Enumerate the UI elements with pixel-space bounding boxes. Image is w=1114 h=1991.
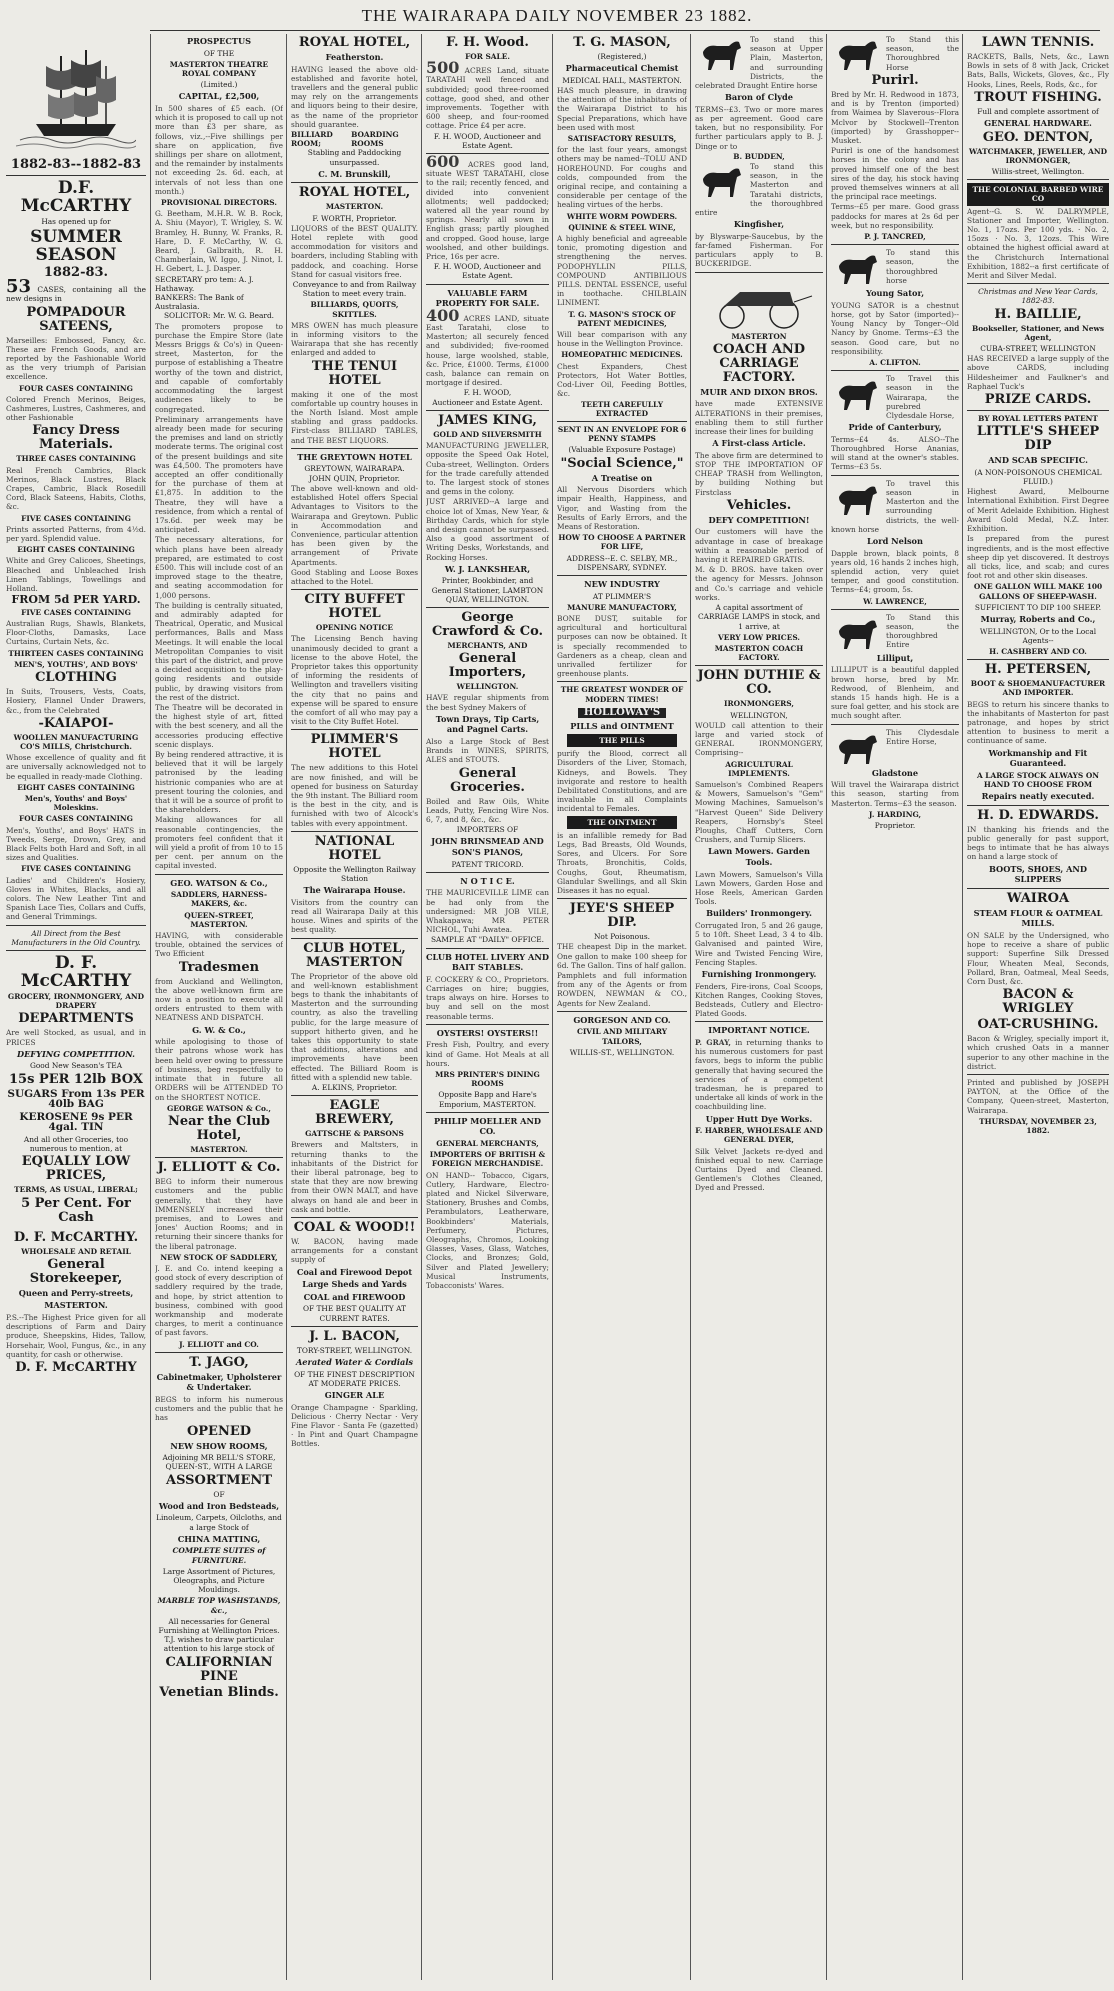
summer-season-title: SUMMER SEASON	[30, 227, 122, 266]
column-3: ROYAL HOTEL, Featherston. HAVING leased the above old-established and favorite hotel, travellers and the general public may rely on the arrangements and liquors being to their desire, as the name of the proprietor should guarantee. BILLIARD ROOM; BOARDING ROOMS Stabling and Paddocking unsurpassed. C. M. Brunskill, ROYAL HOTEL, MASTERTON. F. WORTH, Proprietor. LIQUORS of the BEST QUALITY. Hotel replete with good accommodation for visitors and boarders, including Stabling with paddock, and coaching. Horse Stand for casual visitors free. Conveyance to and from Railway Station to meet every train. BILLIARDS, QUOITS, SKITTLES. MRS OWEN has much pleasure in informing visitors to the Wairarapa that she has recently enlarged and added to THE TENUI HOTEL making it one of the most comfortable up country houses in the North Island. Most ample stabling and grass paddocks. First-class BILLIARD TABLES, and THE BEST LIQUORS. THE GREYTOWN HOTEL GREYTOWN, WAIRARAPA. JOHN QUIN, Proprietor. The above well-known and old-established Hotel offers Special Advantages to Visitors to the Wairarapa and Greytown. Public in Accommodation and Convenience, particular attention has been given by the arrangement of Private Apartments. Good Stabling and Loose Boxes attached to the Hotel. CITY BUFFET HOTEL OPENING NOTICE The Licensing Bench having unanimously decided to grant a license to the above Hotel, the Proprietor takes this opportunity of informing the residents of Wellington and travellers visiting the city that no pains and expense will be spared to ensure the comfort of all who may pay a visit to the City Buffet Hotel. PLIMMER'S HOTEL The new additions to this Hotel are now finished, and will be opened for business on Saturday the 9th instant. The Billiard room is the best in the city, and is furnished with two of Alcock's tables with every appointment. NATIONAL HOTEL Opposite the Wellington Railway Station The Wairarapa House. Visitors from the country can read all Wairarapa Daily at this house. Wines and spirits of the best quality. CLUB HOTEL, MASTERTON The Proprietor of the above old and well-known establishment begs to thank the inhabitants of Masterton and the surrounding country, as also the travelling public, for the large measure of support hitherto given, and he takes this opportunity to state that additions, alterations and improvements have been effected. The Billiard Room is fitted with a splendid new table. A. ELKINS, Proprietor. EAGLE BREWERY, GATTSCHE & PARSONS Brewers and Maltsters, in returning thanks to the inhabitants of the District for their liberal patronage, beg to state that they are now brewing from their OWN MALT, and have always on hand ale and beer in cask and bottle. COAL & WOOD!! W. BACON, having made arrangements for a constant supply of Coal and Firewood Depot Large Sheds and Yards COAL and FIREWOOD OF THE BEST QUALITY AT CURRENT RATES. J. L. BACON, TORY-STREET, WELLINGTON. Aerated Water & Cordials OF THE FINEST DESCRIPTION AT MODERATE PRICES. GINGER ALE Orange Champagne · Sparkling, Delicious · Cherry Nectar · Very Fine Flavor · Santa Fe (gazetted) · In Pint and Quart Champagne Bottles.	[291, 35, 418, 1449]
horse-engraving-icon	[831, 479, 883, 519]
column-2: PROSPECTUS OF THE MASTERTON THEATRE ROYAL COMPANY (Limited.) CAPITAL, £2,500, In 500 shares of £5 each. (Of which it is proposed to call up not more than £3 per share, as follows, viz.,--Five shillings per share on application, five shillings per share on allotment, and the remainder by instalments not exceeding 2s. 6d. each, at intervals of not less than one month.) PROVISIONAL DIRECTORS. G. Beetham, M.H.R. W. B. Rock, A. Shiu (Mayor), T. Wrigley, S. W. Bramley, H. Bunny, W. Franks, R. Hare, D. F. McCarthy, W. G. Beard, J. Galbraith, R. H. Chamberlain, W. Iggo, J. Ninot, I. H. Gebert, L. J. Dasper. SECRETARY pro tem: A. J. Hathaway. BANKERS: The Bank of Australasia. SOLICITOR: Mr. W. G. Beard. The promoters propose to purchase the Empire Store (late Messrs Briggs & Co's) in Queen-street, Masterton, for the purpose of establishing a Theatre worthy of the town and district, and capable of comfortably accommodating the largest audiences likely to be congregated. Preliminary arrangements have already been made for securing the premises and land on strictly moderate terms. The original cost of the present buildings and site was £4,500. The promoters have accepted an offer conditionally for the purchase of them at £1,875. In addition to the Theatre, they will have a residence, from which a rental of 17s.6d. per week may be anticipated. The necessary alterations, for which plans have been already prepared, are estimated to cost £500. This will include cost of an improved stage to the theatre, and seating accommodation for 1,000 persons. The building is centrally situated, and admirably adapted for Theatrical, Operatic, and Musical performances, Balls and Mass Meetings. It will enable the local Metropolitan Companies to visit this part of the district, and prove a decided acquisition to the play-going residents and outside public, by drawing visitors from the rest of the district. The Theatre will be decorated in the highest style of art, fitted with the best scenery, and all the accessories producing effective scenic displays. By being rendered attractive, it is believed that it will be largely patronised by the leading histrionic companies who are at present touring the colonies, and that it will be a source of profit to the shareholders. Making allowances for all reasonable contingencies, the promoters feel confident that it will yield a profit of from 10 to 15 per cent. per annum on the capital invested. GEO. WATSON & Co., SADDLERS, HARNESS-MAKERS, &c. QUEEN-STREET, MASTERTON. HAVING, with considerable trouble, obtained the services of Two Efficient Tradesmen from Auckland and Wellington, the above well-known firm are now in a position to execute all orders entrusted to them with NEATNESS AND DISPATCH. G. W. & Co., while apologising to those of their patrons whose work has been held over owing to pressure of business, beg respectfully to intimate that in future all ORDERS will be ATTENDED TO on the SHORTEST NOTICE. GEORGE WATSON & Co., Near the Club Hotel, MASTERTON. J. ELLIOTT & Co. BEG to inform their numerous customers and the public generally, that they have IMMENSELY increased their premises, and to Lowes and Jones' Auction Rooms; and in returning their sincere thanks for the liberal patronage. NEW STOCK OF SADDLERY, J. E. and Co. intend keeping a good stock of every description of saddlery required by the trade, and hope, by strict attention to business, combined with good workmanship and moderate charges, to merit a continuance of past favors. J. ELLIOTT and CO. T. JAGO, Cabinetmaker, Upholsterer & Undertaker. BEGS to inform his numerous customers and the public that he has OPENED NEW SHOW ROOMS, Adjoining MR BELL'S STORE, QUEEN-ST., WITH A LARGE ASSORTMENT OF Wood and Iron Bedsteads, Linoleum, Carpets, Oilcloths, and a large Stock of CHINA MATTING, COMPLETE SUITES of FURNITURE. Large Assortment of Pictures, Oleographs, and Picture Mouldings. MARBLE TOP WASHSTANDS, &c., All necessaries for General Furnishing at Wellington Prices. T.J. wishes to draw particular attention to his large stock of CALIFORNIAN PINE Venetian Blinds.	[155, 36, 283, 1700]
column-divider	[421, 34, 422, 1980]
horse-engraving-icon	[831, 374, 883, 414]
masthead-rule	[150, 30, 1100, 31]
horse-engraving-icon	[831, 34, 883, 74]
column-4: F. H. Wood. FOR SALE. 500 ACRES Land, situate TARATAHI well fenced and subdivided; good three-roomed cottage, good shed, and other improvements. Together with 600 sheep, and four-roomed cottage. Price £4 per acre. F. H. WOOD, Auctioneer and Estate Agent. 600 ACRES good land, situate WEST TARATAHI, close to the rail; recently fenced, and divided into convenient allotments; well paddocked; watered all the year round by springs. Nearly all sown in English grass; partly ploughed and cropped. Good house, large woolshed, and other buildings. Price, 16s per acre. F. H. WOOD, Auctioneer and Estate Agent. VALUABLE FARM PROPERTY FOR SALE. 400 ACRES LAND, situate East Taratahi, close to Masterton; all securely fenced and subdivided; five-roomed house, large woolshed, stable, &c. Price, £1000. Terms, £1000 cash, balance can remain on mortgage if desired. F. H. WOOD, Auctioneer and Estate Agent. JAMES KING, GOLD AND SILVERSMITH MANUFACTURING JEWELLER, opposite the Speed Oak Hotel, Cuba-street, Wellington. Orders for the trade carefully attended to. The largest stock of stones and gems in the colony. JUST ARRIVED--A large and choice lot of Xmas, New Year, & Birthday Cards, which for style and design cannot be surpassed. Also a good assortment of Writing Desks, Workstands, and Rocking Horses. W. J. LANKSHEAR, Printer, Bookbinder, and General Stationer, LAMBTON QUAY, WELLINGTON. George Crawford & Co. MERCHANTS, AND General Importers, WELLINGTON. HAVE regular shipments from the best Sydney Makers of Town Drays, Tip Carts, and Pagnel Carts. Also a Large Stock of Best Brands in WINES, SPIRITS, ALES and STOUTS. General Groceries. Boiled and Raw Oils, White Leads, Putty, Fencing Wire Nos. 6, 7, and 8, &c., &c. IMPORTERS OF JOHN BRINSMEAD AND SON'S PIANOS, PATENT TRICORD. N O T I C E. THE MAURICEVILLE LIME can be had only from the undersigned: MR JOB VILE, Whakapawa; MR PETER NICHOL, Tuhi Awatea. SAMPLE AT "DAILY" OFFICE. CLUB HOTEL LIVERY AND BAIT STABLES. F. COCKERY & CO., Proprietors. Carriages on hire; buggies, traps always on hire. Horses to buy and sell on the most reasonable terms. OYSTERS! OYSTERS!! Fresh Fish, Poultry, and every kind of Game. Hot Meals at all hours. MRS PRINTER'S DINING ROOMS Opposite Bapp and Hare's Emporium, MASTERTON. PHILIP MOELLER AND CO. GENERAL MERCHANTS, IMPORTERS OF BRITISH & FOREIGN MERCHANDISE. ON HAND-- Tobacco, Cigars, Cutlery, Hardware, Electro-plated and Nickel Silverware, Stationery, Brushes and Combs, Perambulators, Leatherware, Bookbinders' Materials, Perfumery, Pictures, Oleographs, Chromos, Looking Glasses, Vases, Glass, Watches, Clocks, and Bronzes; Gold, Silver and Plated Jewellery; Musical Instruments, Tobacconists' Wares.	[426, 35, 549, 1291]
horse-engraving-icon	[831, 728, 883, 768]
horse-engraving-icon	[831, 248, 883, 288]
masthead: THE WAIRARAPA DAILY NOVEMBER 23 1882.	[361, 6, 753, 25]
column-divider	[826, 34, 827, 1980]
column-divider	[962, 34, 963, 1980]
season-header: 1882-83--1882-83	[10, 157, 142, 172]
column-divider	[286, 34, 287, 1980]
holloway-banner: HOLLOWAY'S	[578, 708, 666, 719]
horse-engraving-icon	[695, 34, 747, 74]
column-divider	[690, 34, 691, 1980]
column-1: 1882-83--1882-83 D.F. McCARTHY Has opened up for SUMMER SEASON 1882-83. 53 CASES, containing all the new designs in POMPADOUR SATEENS, Marseilles: Embossed, Fancy, &c. These are French Goods, and are reported by the Fashionable World as the very triumph of Parisian excellence. FOUR CASES CONTAINING Colored French Merinos, Beiges, Cashmeres, Lustres, Cashmeres, and other Fashionable Fancy Dress Materials. THREE CASES CONTAINING Real French Cambrics, Black Merinos, Black Lustres, Black Crapes, Cambric, Black Rosedill Cord, Black Sateens, Habits, Cloths, &c. FIVE CASES CONTAINING Prints assorted Patterns, from 4½d. per yard. Splendid value. EIGHT CASES CONTAINING White and Grey Calicoes, Sheetings, Bleached and Unbleached Irish Linen Tablings, Towellings and Holland. FROM 5d PER YARD. FIVE CASES CONTAINING Australian Rugs, Shawls, Blankets, Floor-Cloths, Damasks, Lace Curtains, Curtain Nets, &c. THIRTEEN CASES CONTAINING MEN'S, YOUTHS', AND BOYS' CLOTHING In Suits, Trousers, Vests, Coats, Hosiery, Flannel Under Drawers, &c., from the Celebrated -KAIAPOI- WOOLLEN MANUFACTURING CO'S MILLS, Christchurch. Whose excellence of quality and fit are universally acknowledged not to be equalled in ready-made Clothing. EIGHT CASES CONTAINING Men's, Youths' and Boys' Moleskins. FOUR CASES CONTAINING Men's, Youths', and Boys' HATS in Tweeds, Serge, Drown, Grey, and Black Felts both Hard and Soft, in all sizes and Qualities. FIVE CASES CONTAINING Ladies' and Children's Hosiery, Gloves in Whites, Blacks, and all colors. The New Leather Tint and Spanish Lace Ties, Collars and Cuffs, and General Trimmings. All Direct from the Best Manufacturers in the Old Country. D. F. McCARTHY GROCERY, IRONMONGERY, AND DRAPERY DEPARTMENTS Are well Stocked, as usual, and in PRICES DEFYING COMPETITION. Good New Season's TEA 15s PER 12lb BOX SUGARS From 13s PER 40lb BAG KEROSENE 9s PER 4gal. TIN And all other Groceries, too numerous to mention, at EQUALLY LOW PRICES, TERMS, AS USUAL, LIBERAL; 5 Per Cent. For Cash D. F. McCARTHY. WHOLESALE AND RETAIL General Storekeeper, Queen and Perry-streets, MASTERTON. P.S.--The Highest Price given for all descriptions of Farm and Dairy produce, Sheepskins, Hides, Tallow, Horsehair, Wool, Fungus, &c., in any quantity, for cash or otherwise. D. F. McCARTHY	[6, 34, 146, 1974]
mccarthy-title: D.F. McCARTHY	[20, 178, 132, 216]
column-6: To stand this season at Upper Plain, Masterton, and surrounding Districts, the celebrated Draught Entire horse Baron of Clyde TERMS--£3. Two or more mares as per agreement. Good care taken, but no responsibility. For further particulars apply to B. J. Dinge or to B. BUDDEN, To stand this season, in the Masterton and Taratahi districts, the thoroughbred entire Kingfisher, by Blyswarpe-Saucebus, by the far-famed Fisherman. For particulars apply to B. BUCKERIDGE. MASTERTON COACH AND CARRIAGE FACTORY. MUIR AND DIXON BROS. have made EXTENSIVE ALTERATIONS in their premises, enabling them to still further increase their lines for building A First-class Article. The above firm are determined to STOP THE IMPORTATION OF CHEAP TRASH from Wellington, by building Nothing but Firstclass Vehicles. DEFY COMPETITION! Our customers will have the advantage in case of breakage within a reasonable period of having it REPAIRED GRATIS. M. & D. BROS. have taken over the agency for Messrs. Johnson and Co.'s carriage and vehicle works. A capital assortment of CARRIAGE LAMPS in stock, and 1 arrive, at VERY LOW PRICES. MASTERTON COACH FACTORY. JOHN DUTHIE & CO. IRONMONGERS, WELLINGTON, WOULD call attention to their large and varied stock of GENERAL IRONMONGERY, Comprising-- AGRICULTURAL IMPLEMENTS. Samuelson's Combined Reapers & Mowers, Samuelson's "Gem" Mowing Machines, Samuelson's "Harvest Queen" Side Delivery Reapers, Hornsby's Steel Ploughs, Chaff Cutters, Corn Crushers, and Turnip Slicers. Lawn Mowers. Garden Tools. Lawn Mowers, Samuelson's Villa Lawn Mowers, Garden Hose and Hose Reels, American Garden Tools. Builders' Ironmongery. Corrugated Iron, 5 and 26 gauge, 5 to 10ft. Sheet Lead, 3 4 to 4lb. Galvanised and painted Wire, Wire and Twisted Fencing Wire, Fencing Staples. Furnishing Ironmongery. Fenders, Fire-irons, Coal Scoops, Kitchen Ranges, Cooking Stoves, Bedsteads, Cutlery and Electro-Plated Goods. IMPORTANT NOTICE. P. GRAY, in returning thanks to his numerous customers for past favors, begs to inform the public generally that having secured the services of a competent tradesman, he is prepared to undertake all kinds of work in the coachbuilding line. Upper Hutt Dye Works. F. HARBER, WHOLESALE AND GENERAL DYER, Silk Velvet Jackets re-dyed and finished equal to new. Carriage Curtains Dyed and Cleaned. Gentlemen's Clothes Cleaned, Dyed and Pressed.	[695, 35, 823, 1193]
column-5: T. G. MASON, (Registered,) Pharmaceutical Chemist MEDICAL HALL, MASTERTON. HAS much pleasure, in drawing the attention of the inhabitants of the Wairarapa District to his Special Preparations, which have been used with most SATISFACTORY RESULTS, for the last four years, amongst others may be named--TOLU AND HOREHOUND. For coughs and colds, compounded from the original recipe, and containing a considerable per centage of the healing virtues of the herbs. WHITE WORM POWDERS. QUININE & STEEL WINE, A highly beneficial and agreeable tonic, promoting digestion and strengthening the nerves. PODOPHYLLIN PILLS, COMPOUND ANTIBILIOUS PILLS. DENTAL ESSENCE, useful in toothache. CHILBLAIN LINIMENT. T. G. MASON'S STOCK OF PATENT MEDICINES, Will bear comparison with any house in the Wellington Province. HOMEOPATHIC MEDICINES. Chest Expanders, Chest Protectors, Hot Water Bottles, Cod-Liver Oil, Feeding Bottles, &c. TEETH CAREFULLY EXTRACTED SENT IN AN ENVELOPE FOR 6 PENNY STAMPS (Valuable Exposure Postage) "Social Science," A Treatise on All Nervous Disorders which impair Health, Happiness, and Vigor, and Wasting from the Results of Early Errors, and the Means of Restoration. HOW TO CHOOSE A PARTNER FOR LIFE, ADDRESS--E. C. SELBY, MR., DISPENSARY, SYDNEY. NEW INDUSTRY AT PLIMMER'S MANURE MANUFACTORY, BONE DUST, suitable for agricultural and horticultural purposes can now be obtained. It is specially recommended to Gardeners as a cheap, clean and unrivalled fertilizer for greenhouse plants. THE GREATEST WONDER OF MODERN TIMES! HOLLOWAY'S PILLS and OINTMENT THE PILLS purify the Blood, correct all Disorders of the Liver, Stomach, Kidneys, and Bowels. They invigorate and restore to health Debilitated Constitutions, and are invaluable in all Complaints incidental to Females. THE OINTMENT is an infallible remedy for Bad Legs, Bad Breasts, Old Wounds, Sores, and Ulcers. For Sore Throats, Bronchitis, Colds, Coughs, Gout, Rheumatism, Glandular Swellings, and all Skin Diseases it has no equal. JEYE'S SHEEP DIP. Not Poisonous. THE cheapest Dip in the market. One gallon to make 100 sheep for 6d. The Gallon. Tins of half gallon. Pamphlets and full information from any of the Agents or from ROWDEN, NEWMAN & CO., Agents for New Zealand. GORGESON AND CO. CIVIL AND MILITARY TAILORS, WILLIS-ST., WELLINGTON.	[557, 35, 687, 1057]
ship-engraving	[16, 36, 136, 156]
column-divider	[150, 34, 151, 1980]
column-8: LAWN TENNIS. RACKETS, Balls, Nets, &c., Lawn Bowls in sets of 8 with Jack, Cricket Bats, Balls, Wickets, Gloves, &c., Fly Hooks, Lines, Reels, Rods, &c., for TROUT FISHING. Full and complete assortment of GENERAL HARDWARE. GEO. DENTON, WATCHMAKER, JEWELLER, AND IRONMONGER, Willis-street, Wellington. THE COLONIAL BARBED WIRE CO Agent--G. S. W. DALRYMPLE, Stationer and Importer, Wellington. No. 1, 17ozs. Per 100 yds. · No. 2, 15ozs · No. 3, 12ozs. This Wire obtained the highest official award at the Christchurch International Exhibition, 1882--a first certificate of Merit and Silver Medal. Christmas and New Year Cards, 1882-83. H. BAILLIE, Bookseller, Stationer, and News Agent, CUBA-STREET, WELLINGTON HAS RECEIVED a large supply of the above CARDS, including Hildesheimer and Faulkner's and Raphael Tuck's PRIZE CARDS. BY ROYAL LETTERS PATENT LITTLE'S SHEEP DIP AND SCAB SPECIFIC. (A NON-POISONOUS CHEMICAL FLUID.) Highest Award, Melbourne International Exhibition. First Degree of Merit Adelaide Exhibition. Highest Award Gold Medal, N.Z. Inter. Exhibition. Is prepared from the purest ingredients, and is the most effective sheep dip yet discovered. It destroys all ticks, lice, and scab; and cures foot rot and other skin diseases. ONE GALLON WILL MAKE 100 GALLONS OF SHEEP-WASH. SUFFICIENT TO DIP 100 SHEEP. Murray, Roberts and Co., WELLINGTON, Or to the Local Agents-- H. CASHBERY AND CO. H. PETERSEN, BOOT & SHOEMANUFACTURER AND IMPORTER. BEGS to return his sincere thanks to the inhabitants of Masterton for past patronage, and hopes by strict attention to business to merit a continuance of same. Workmanship and Fit Guaranteed. A LARGE STOCK ALWAYS ON HAND TO CHOOSE FROM Repairs neatly executed. H. D. EDWARDS. IN thanking his friends and the public generally for past support, begs to intimate that he has always on hand a large stock of BOOTS, SHOES, AND SLIPPERS WAIROA STEAM FLOUR & OATMEAL MILLS. ON SALE by the Undersigned, who hope to receive a share of public support: Superfine Silk Dressed Flour, Wheaten Meal, Seconds, Pollard, Bran, Oatmeal, Meal Seeds, Corn Dust, &c. BACON & WRIGLEY OAT-CRUSHING. Bacon & Wrigley, specially import it, which crushed Oats in a manner superior to any other machine in the district. Printed and published by JOSEPH PAYTON, at the Office of the Company, Queen-street, Masterton, Wairarapa. THURSDAY, NOVEMBER 23, 1882.	[967, 35, 1109, 1135]
column-divider	[552, 34, 553, 1980]
horse-engraving-icon	[831, 613, 883, 653]
column-7: To Stand this season, the Thoroughbred Horse Purirl. Bred by Mr. H. Redwood in 1873, and is by Trenton (imported) from Waimea by Slaverous--Flora Mclvor by Stockwell--Trenton (imported) by Grasshopper--Musket. Purirl is one of the handsomest horses in the colony and has proved himself one of the best sires of the day, his stock having proved themselves winners at all the principal race meetings. Terms--£5 per mare. Good grass paddocks for mares at 2s 6d per week, but no responsibility. P. J. TANCRED, To stand this season, the thoroughbred horse Young Sator, YOUNG SATOR is a chestnut horse, got by Sator (imported)--Young Nancy by Tonger--Old Nancy by Gnome. Terms--£3 the season. Good care, but no responsibility. A. CLIFTON. To Travel this season in the Wairarapa, the purebred Clydesdale Horse, Pride of Canterbury, Terms--£4 4s. ALSO--The Thoroughbred Horse Ananias, will stand at the owner's stables. Terms--£3 5s. To travel this season in Masterton and the surrounding districts, the well-known horse Lord Nelson Dapple brown, black points, 8 years old, 16 hands 2 inches high, splendid action, very quiet temper, and good constitution. Terms--£4; groom, 5s. W. LAWRENCE, To Stand this season, the thoroughbred Entire Lilliput, LILLIPUT is a beautiful dappled brown horse, bred by Mr. Redwood, of Blenheim, and stands 15 hands high. He is a sure foal getter, and his stock are much sought after. This Clydesdale Entire Horse, Gladstone Will travel the Wairarapa district this season, starting from Masterton. Terms--£3 the season. J. HARDING, Proprietor.	[831, 35, 959, 830]
horse-engraving-icon	[695, 161, 747, 201]
carriage-engraving-icon	[704, 276, 814, 330]
mccarthy-title-2: D. F. McCARTHY	[20, 952, 132, 991]
